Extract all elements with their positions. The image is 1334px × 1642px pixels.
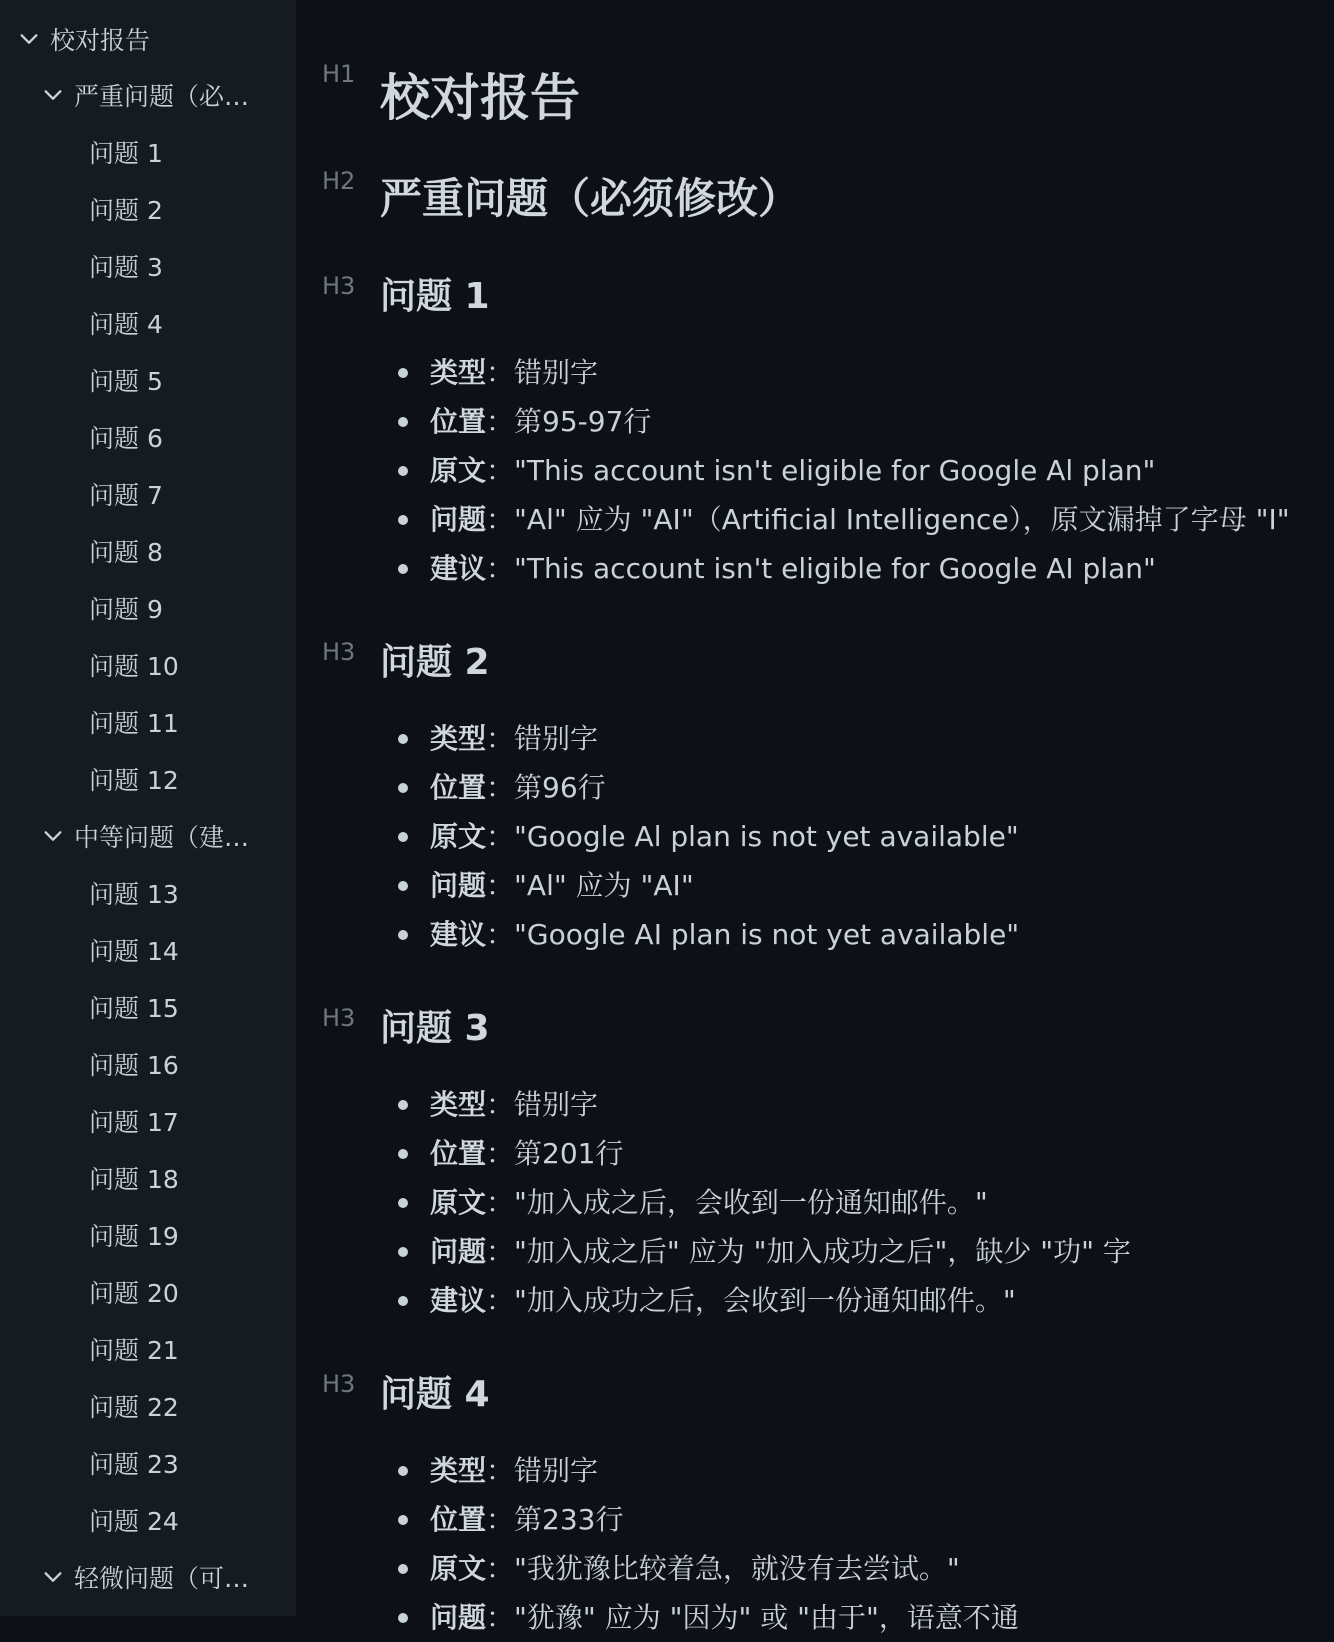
field-key: 建议 <box>430 552 487 585</box>
outline-item[interactable] <box>89 128 163 176</box>
chevron-down-icon[interactable] <box>40 823 66 849</box>
list-item <box>396 397 1290 446</box>
field-separator: ： <box>486 820 515 853</box>
heading-level-marker: H3 <box>322 1370 356 1398</box>
list-item <box>396 348 1290 397</box>
field-value: 错别字 <box>514 1088 599 1121</box>
outline-item[interactable] <box>89 1439 179 1487</box>
outline-item-label: 问题 2 <box>89 196 163 225</box>
outline-item[interactable] <box>89 1268 179 1316</box>
outline-item-label: 问题 15 <box>89 994 179 1023</box>
field-key: 建议 <box>430 918 487 951</box>
field-separator: ： <box>486 405 515 438</box>
list-item <box>396 544 1290 593</box>
field-separator: ： <box>486 722 515 755</box>
field-value: "Al" 应为 "AI" <box>514 869 694 902</box>
field-key: 建议 <box>430 1284 487 1317</box>
outline-item-label: 问题 11 <box>89 709 179 738</box>
document-title: 校对报告 <box>380 69 580 127</box>
outline-item[interactable] <box>89 413 163 461</box>
outline-item[interactable] <box>89 698 179 746</box>
issue-detail-list <box>396 348 1290 593</box>
field-separator: ： <box>486 552 515 585</box>
field-value: "加入成功之后，会收到一份通知邮件。" <box>514 1284 1016 1317</box>
list-item <box>396 1593 1019 1642</box>
outline-section-label: 严重问题（必… <box>74 82 250 111</box>
field-separator: ： <box>486 1088 515 1121</box>
field-separator: ： <box>486 1235 515 1268</box>
document-view <box>296 0 1334 1634</box>
outline-item[interactable] <box>89 1211 179 1259</box>
bullet-dot-icon <box>398 930 408 940</box>
field-key: 类型 <box>430 1454 487 1487</box>
field-separator: ： <box>486 771 515 804</box>
bullet-dot-icon <box>398 1100 408 1110</box>
field-value: 第96行 <box>514 771 606 804</box>
field-value: 错别字 <box>514 722 599 755</box>
field-separator: ： <box>486 503 515 536</box>
field-value: "加入成之后，会收到一份通知邮件。" <box>514 1186 988 1219</box>
bullet-dot-icon <box>398 1149 408 1159</box>
issue-heading: 问题 1 <box>380 276 490 317</box>
field-key: 位置 <box>430 1137 487 1170</box>
bullet-dot-icon <box>398 515 408 525</box>
field-value: 第233行 <box>514 1503 624 1536</box>
outline-item[interactable] <box>89 242 163 290</box>
field-separator: ： <box>486 918 515 951</box>
field-key: 问题 <box>430 1601 487 1634</box>
chevron-down-icon[interactable] <box>40 1564 66 1590</box>
field-value: "Al" 应为 "AI"（Artificial Intelligence），原文漏掉了字母 "I" <box>514 503 1290 536</box>
field-key: 原文 <box>430 1186 487 1219</box>
issue-detail-list <box>396 714 1019 959</box>
field-key: 问题 <box>430 1235 487 1268</box>
field-value: "犹豫" 应为 "因为" 或 "由于"，语意不通 <box>514 1601 1019 1634</box>
field-separator: ： <box>486 1601 515 1634</box>
outline-item-label: 问题 7 <box>89 481 163 510</box>
outline-item-label: 问题 20 <box>89 1279 179 1308</box>
outline-section-label: 中等问题（建… <box>74 823 250 852</box>
section-heading: 严重问题（必须修改） <box>380 174 801 223</box>
list-item <box>396 910 1019 959</box>
list-item <box>396 861 1019 910</box>
field-separator: ： <box>486 1186 515 1219</box>
outline-item-label: 问题 18 <box>89 1165 179 1194</box>
outline-item-label: 问题 3 <box>89 253 163 282</box>
field-value: "This account isn't eligible for Google AI plan" <box>514 552 1156 585</box>
field-key: 位置 <box>430 1503 487 1536</box>
list-item <box>396 812 1019 861</box>
outline-item[interactable] <box>89 356 163 404</box>
field-key: 问题 <box>430 869 487 902</box>
outline-item-label: 问题 14 <box>89 937 179 966</box>
outline-item-label: 问题 8 <box>89 538 163 567</box>
bullet-dot-icon <box>398 1515 408 1525</box>
outline-item[interactable] <box>89 470 163 518</box>
field-value: "加入成之后" 应为 "加入成功之后"，缺少 "功" 字 <box>514 1235 1131 1268</box>
bullet-dot-icon <box>398 1466 408 1476</box>
bullet-dot-icon <box>398 734 408 744</box>
outline-section-2[interactable] <box>40 812 249 860</box>
heading-level-marker: H2 <box>322 167 356 195</box>
field-value: "我犹豫比较着急，就没有去尝试。" <box>514 1552 960 1585</box>
field-separator: ： <box>486 869 515 902</box>
outline-item[interactable] <box>89 983 179 1031</box>
list-item <box>396 1129 1131 1178</box>
outline-item[interactable] <box>89 1382 179 1430</box>
field-key: 原文 <box>430 454 487 487</box>
field-separator: ： <box>486 1284 515 1317</box>
bullet-dot-icon <box>398 1247 408 1257</box>
bullet-dot-icon <box>398 783 408 793</box>
field-value: 第201行 <box>514 1137 624 1170</box>
list-item <box>396 1446 1019 1495</box>
outline-item[interactable] <box>89 527 163 575</box>
bullet-dot-icon <box>398 368 408 378</box>
heading-level-marker: H1 <box>322 60 356 88</box>
list-item <box>396 495 1290 544</box>
field-value: 错别字 <box>514 356 599 389</box>
outline-item-label: 问题 9 <box>89 595 163 624</box>
outline-item-label: 问题 16 <box>89 1051 179 1080</box>
outline-item[interactable] <box>89 1040 179 1088</box>
outline-item-label: 问题 10 <box>89 652 179 681</box>
list-item <box>396 763 1019 812</box>
list-item <box>396 1495 1019 1544</box>
outline-item[interactable] <box>89 1325 179 1373</box>
field-key: 原文 <box>430 820 487 853</box>
outline-item-label: 校对报告 <box>50 26 151 55</box>
bullet-dot-icon <box>398 417 408 427</box>
outline-item[interactable] <box>89 1496 179 1544</box>
bullet-dot-icon <box>398 466 408 476</box>
issue-detail-list <box>396 1446 1019 1642</box>
outline-item-label: 问题 17 <box>89 1108 179 1137</box>
outline-item[interactable] <box>89 1097 179 1145</box>
heading-level-marker: H3 <box>322 1004 356 1032</box>
issue-heading: 问题 2 <box>380 642 490 683</box>
bullet-dot-icon <box>398 1564 408 1574</box>
outline-item-label: 问题 23 <box>89 1450 179 1479</box>
outline-item[interactable] <box>89 755 179 803</box>
chevron-down-icon[interactable] <box>40 82 66 108</box>
list-item <box>396 1227 1131 1276</box>
outline-item[interactable] <box>89 299 163 347</box>
field-key: 类型 <box>430 1088 487 1121</box>
bullet-dot-icon <box>398 1613 408 1623</box>
list-item <box>396 714 1019 763</box>
outline-item-label: 问题 19 <box>89 1222 179 1251</box>
list-item <box>396 1080 1131 1129</box>
field-value: "This account isn't eligible for Google Al plan" <box>514 454 1156 487</box>
issue-heading: 问题 3 <box>380 1008 490 1049</box>
outline-item-label: 问题 22 <box>89 1393 179 1422</box>
field-key: 位置 <box>430 771 487 804</box>
outline-item-label: 问题 1 <box>89 139 163 168</box>
field-key: 问题 <box>430 503 487 536</box>
field-separator: ： <box>486 1454 515 1487</box>
issue-detail-list <box>396 1080 1131 1325</box>
field-key: 类型 <box>430 722 487 755</box>
field-separator: ： <box>486 1137 515 1170</box>
outline-item[interactable] <box>89 641 179 689</box>
heading-level-marker: H3 <box>322 638 356 666</box>
outline-item-label: 问题 24 <box>89 1507 179 1536</box>
outline-item[interactable] <box>89 584 163 632</box>
field-key: 原文 <box>430 1552 487 1585</box>
outline-item[interactable] <box>89 926 179 974</box>
outline-item-label: 问题 4 <box>89 310 163 339</box>
chevron-down-icon[interactable] <box>16 26 42 52</box>
bullet-dot-icon <box>398 881 408 891</box>
bullet-dot-icon <box>398 832 408 842</box>
list-item <box>396 1544 1019 1593</box>
field-separator: ： <box>486 454 515 487</box>
bullet-dot-icon <box>398 564 408 574</box>
outline-sidebar <box>0 0 296 1616</box>
outline-item-label: 问题 5 <box>89 367 163 396</box>
field-value: 第95-97行 <box>514 405 652 438</box>
outline-item[interactable] <box>89 185 163 233</box>
outline-item-label: 问题 6 <box>89 424 163 453</box>
list-item <box>396 1276 1131 1325</box>
outline-section-1[interactable] <box>40 71 249 119</box>
outline-item-label: 问题 12 <box>89 766 179 795</box>
outline-item[interactable] <box>89 1154 179 1202</box>
list-item <box>396 446 1290 495</box>
issue-heading: 问题 4 <box>380 1374 490 1415</box>
outline-item-label: 问题 13 <box>89 880 179 909</box>
outline-item[interactable] <box>89 869 179 917</box>
heading-level-marker: H3 <box>322 272 356 300</box>
bullet-dot-icon <box>398 1296 408 1306</box>
field-separator: ： <box>486 1552 515 1585</box>
bullet-dot-icon <box>398 1198 408 1208</box>
field-separator: ： <box>486 1503 515 1536</box>
field-value: "Google AI plan is not yet available" <box>514 918 1020 951</box>
field-value: 错别字 <box>514 1454 599 1487</box>
field-value: "Google Al plan is not yet available" <box>514 820 1019 853</box>
outline-item-root[interactable] <box>16 15 150 63</box>
field-key: 位置 <box>430 405 487 438</box>
outline-item-label: 问题 21 <box>89 1336 179 1365</box>
field-key: 类型 <box>430 356 487 389</box>
list-item <box>396 1178 1131 1227</box>
outline-section-label: 轻微问题（可… <box>74 1564 250 1593</box>
outline-section-3[interactable] <box>40 1553 249 1601</box>
field-separator: ： <box>486 356 515 389</box>
